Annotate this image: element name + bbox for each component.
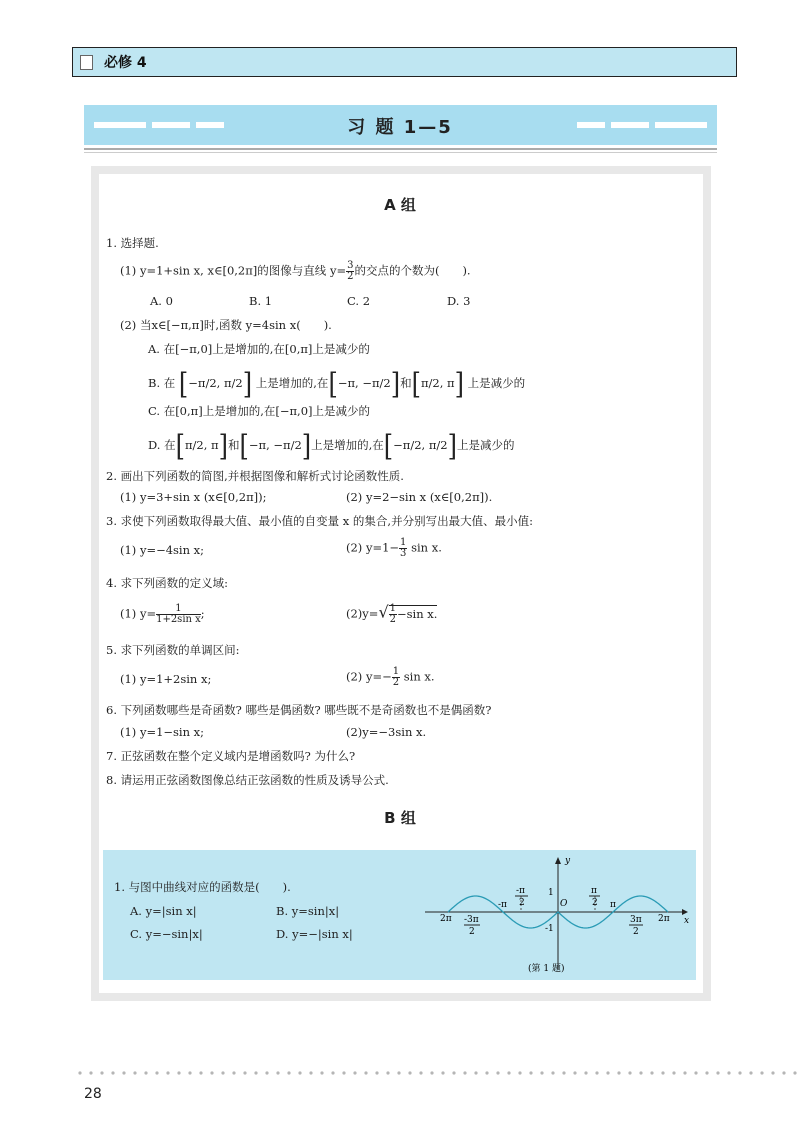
footer-dot xyxy=(133,1071,136,1074)
y-axis-arrow xyxy=(555,857,561,864)
q2-part2: (2) y=2−sin x (x∈[0,2π]). xyxy=(346,490,493,504)
q4-stem: 4. 求下列函数的定义域: xyxy=(106,576,229,590)
q1-option-d: D. 在[π/2, π]和[−π, −π/2]上是增加的,在[−π/2, π/2]上是减少的 xyxy=(148,429,515,463)
b-q1-choice-c: C. y=−sin|x| xyxy=(130,927,203,941)
footer-dot xyxy=(507,1071,510,1074)
footer-dot xyxy=(430,1071,433,1074)
footer-dot xyxy=(364,1071,367,1074)
footer-dot xyxy=(738,1071,741,1074)
tick-label-minus-one: -1 xyxy=(545,924,554,934)
footer-dot xyxy=(606,1071,609,1074)
footer-dot xyxy=(188,1071,191,1074)
footer-dot xyxy=(639,1071,642,1074)
footer-dot xyxy=(320,1071,323,1074)
tick-label-half-pi-num: π xyxy=(591,886,597,896)
footer-dot xyxy=(474,1071,477,1074)
tick-label-neg-three-half-pi-num: -3π xyxy=(464,915,479,925)
footer-dot xyxy=(551,1071,554,1074)
group-b-heading: B 组 xyxy=(384,809,416,827)
footer-dot xyxy=(298,1071,301,1074)
footer-dot xyxy=(309,1071,312,1074)
footer-dot xyxy=(650,1071,653,1074)
tick-label-three-half-pi-num: 3π xyxy=(630,915,642,925)
footer-dot xyxy=(353,1071,356,1074)
q1-option-b: B. 在 [−π/2, π/2] 上是增加的,在[−π, −π/2]和[π/2, π] 上是减少的 xyxy=(148,367,526,401)
footer-dot xyxy=(584,1071,587,1074)
tick-label-three-half-pi-den: 2 xyxy=(633,927,639,937)
x-axis-arrow xyxy=(682,909,688,915)
tick-label-two-pi: 2π xyxy=(658,914,670,924)
footer-dot xyxy=(540,1071,543,1074)
footer-dot xyxy=(342,1071,345,1074)
footer-dot xyxy=(485,1071,488,1074)
footer-dot xyxy=(562,1071,565,1074)
q3-part2: (2) y=1− $\frac{1}{3}$ sin x. xyxy=(346,537,442,559)
q2-part1: (1) y=3+sin x (x∈[0,2π]); xyxy=(120,490,267,504)
sine-graph xyxy=(420,852,692,976)
tick-label-neg-three-half-pi-den: 2 xyxy=(469,927,475,937)
footer-dot xyxy=(419,1071,422,1074)
q6-stem: 6. 下列函数哪些是奇函数? 哪些是偶函数? 哪些既不是奇函数也不是偶函数? xyxy=(106,703,492,717)
q7-text: 7. 正弦函数在整个定义域内是增函数吗? 为什么? xyxy=(106,749,356,763)
tick-label-one: 1 xyxy=(548,888,554,898)
footer-dot xyxy=(793,1071,796,1074)
q1-choice-b: B. 1 xyxy=(249,294,273,308)
footer-dot xyxy=(122,1071,125,1074)
footer-dot xyxy=(331,1071,334,1074)
footer-dot xyxy=(683,1071,686,1074)
exercise-title: 习 题 1—5 xyxy=(347,117,453,138)
footer-dot xyxy=(463,1071,466,1074)
tick-label-neg-two-pi: 2π xyxy=(440,914,452,924)
q5-part2: (2) y=− $\frac{1}{2}$ sin x. xyxy=(346,666,435,688)
footer-dot xyxy=(243,1071,246,1074)
footer-dot xyxy=(254,1071,257,1074)
footer-dot xyxy=(177,1071,180,1074)
q2-stem: 2. 画出下列函数的简图,并根据图像和解析式讨论函数性质. xyxy=(106,469,404,483)
footer-dot xyxy=(727,1071,730,1074)
footer-dot xyxy=(716,1071,719,1074)
q4-part2: (2)y=√ $\frac{1}{2}$ −sin x. xyxy=(346,602,438,625)
footer-dot xyxy=(111,1071,114,1074)
footer-dot xyxy=(617,1071,620,1074)
footer-dot xyxy=(232,1071,235,1074)
origin-label: O xyxy=(560,899,568,909)
q8-text: 8. 请运用正弦函数图像总结正弦函数的性质及诱导公式. xyxy=(106,773,389,787)
title-underline xyxy=(84,152,717,153)
q1-stem: 1. 选择题. xyxy=(106,236,159,250)
title-underline xyxy=(84,148,717,150)
footer-dot xyxy=(749,1071,752,1074)
q1-part2: (2) 当x∈[−π,π]时,函数 y=4sin x( ). xyxy=(120,318,332,332)
tick-label-neg-pi: -π xyxy=(498,900,507,910)
footer-dot xyxy=(210,1071,213,1074)
footer-dot xyxy=(771,1071,774,1074)
b-q1-choice-b: B. y=sin|x| xyxy=(276,904,340,918)
footer-dotted-rule xyxy=(78,1071,800,1075)
footer-dot xyxy=(782,1071,785,1074)
q1-choice-d: D. 3 xyxy=(447,294,471,308)
footer-dot xyxy=(89,1071,92,1074)
footer-dot xyxy=(529,1071,532,1074)
footer-dot xyxy=(276,1071,279,1074)
footer-dot xyxy=(705,1071,708,1074)
q1-option-c: C. 在[0,π]上是增加的,在[−π,0]上是减少的 xyxy=(148,404,370,418)
footer-dot xyxy=(452,1071,455,1074)
q1-choice-c: C. 2 xyxy=(347,294,371,308)
footer-dot xyxy=(694,1071,697,1074)
footer-dot xyxy=(573,1071,576,1074)
footer-dot xyxy=(672,1071,675,1074)
tick-label-pi: π xyxy=(610,900,616,910)
y-axis-label: y xyxy=(565,856,571,866)
footer-dot xyxy=(397,1071,400,1074)
footer-dot xyxy=(265,1071,268,1074)
page-number: 28 xyxy=(84,1086,102,1102)
x-axis-label: x xyxy=(684,916,690,926)
q5-part1: (1) y=1+2sin x; xyxy=(120,672,212,686)
footer-dot xyxy=(375,1071,378,1074)
header-square-icon xyxy=(80,55,93,70)
footer-dot xyxy=(78,1071,81,1074)
q1-part1: (1) y=1+sin x, x∈[0,2π]的图像与直线 y= $\frac{3}{2}$ 的交点的个数为( ). xyxy=(120,260,471,282)
footer-dot xyxy=(496,1071,499,1074)
footer-dot xyxy=(518,1071,521,1074)
b-q1-choice-a: A. y=|sin x| xyxy=(130,904,197,918)
q6-part2: (2)y=−3sin x. xyxy=(346,725,427,739)
q3-part1: (1) y=−4sin x; xyxy=(120,543,205,557)
q1-choice-a: A. 0 xyxy=(150,294,173,308)
footer-dot xyxy=(166,1071,169,1074)
tick-label-half-pi-den: 2 xyxy=(592,898,598,908)
q3-stem: 3. 求使下列函数取得最大值、最小值的自变量 x 的集合,并分别写出最大值、最小值: xyxy=(106,514,533,528)
footer-dot xyxy=(628,1071,631,1074)
footer-dot xyxy=(760,1071,763,1074)
footer-dot xyxy=(287,1071,290,1074)
q5-stem: 5. 求下列函数的单调区间: xyxy=(106,643,240,657)
figure-caption: (第 1 题) xyxy=(528,964,565,974)
b-q1-stem: 1. 与图中曲线对应的函数是( ). xyxy=(114,880,291,894)
footer-dot xyxy=(144,1071,147,1074)
footer-dot xyxy=(595,1071,598,1074)
q6-part1: (1) y=1−sin x; xyxy=(120,725,205,739)
footer-dot xyxy=(155,1071,158,1074)
b-q1-choice-d: D. y=−|sin x| xyxy=(276,927,353,941)
footer-dot xyxy=(100,1071,103,1074)
header-bar xyxy=(72,47,737,77)
footer-dot xyxy=(386,1071,389,1074)
q1-option-a: A. 在[−π,0]上是增加的,在[0,π]上是减少的 xyxy=(148,342,370,356)
book-volume-label: 必修 4 xyxy=(104,55,147,71)
footer-dot xyxy=(221,1071,224,1074)
q4-part1: (1) y= $\frac{1}{\text{1+2sin x}}$ ; xyxy=(120,603,205,625)
footer-dot xyxy=(199,1071,202,1074)
footer-dot xyxy=(441,1071,444,1074)
group-a-heading: A 组 xyxy=(384,196,416,214)
tick-label-neg-half-pi-den: 2 xyxy=(519,898,525,908)
footer-dot xyxy=(661,1071,664,1074)
footer-dot xyxy=(408,1071,411,1074)
tick-label-neg-half-pi-num: -π xyxy=(516,886,525,896)
